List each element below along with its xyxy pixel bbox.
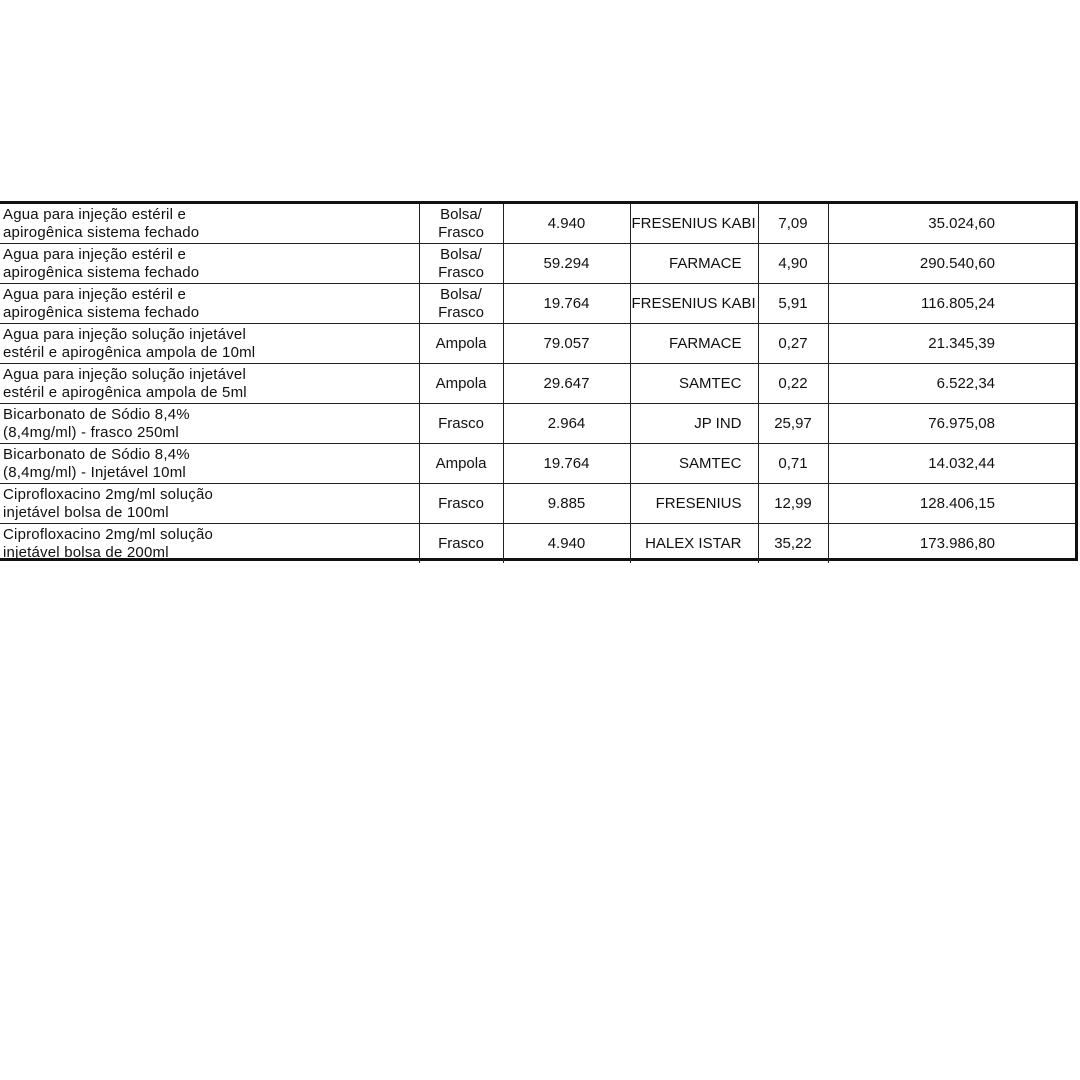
item-description (0, 284, 419, 324)
table-row (0, 244, 1075, 284)
item-quantity: 79.057 (503, 324, 630, 364)
item-total: 76.975,08 (828, 404, 1075, 444)
item-total: 21.345,39 (828, 324, 1075, 364)
item-description (0, 204, 419, 244)
item-unit-price: 4,90 (758, 244, 828, 284)
item-description-line: Agua para injeção solução injetável (3, 325, 246, 343)
item-description (0, 324, 419, 364)
item-total: 35.024,60 (828, 204, 1075, 244)
item-unit-line: Ampola (435, 334, 487, 352)
item-description-line: apirogênica sistema fechado (3, 223, 200, 241)
item-supplier: FRESENIUS (630, 484, 758, 524)
item-total: 290.540,60 (828, 244, 1075, 284)
item-unit-price: 35,22 (758, 524, 828, 564)
item-supplier: FARMACE (630, 324, 758, 364)
item-supplier: FRESENIUS KABI (630, 204, 758, 244)
item-unit-price: 0,71 (758, 444, 828, 484)
item-unit-price: 0,22 (758, 364, 828, 404)
item-description-line: Ciprofloxacino 2mg/ml solução (3, 485, 214, 503)
item-quantity: 4.940 (503, 524, 630, 564)
item-unit (419, 284, 503, 324)
item-supplier: FARMACE (630, 244, 758, 284)
items-table-body (0, 204, 1075, 563)
item-description-line: Bicarbonato de Sódio 8,4% (3, 445, 190, 463)
item-description-line: (8,4mg/ml) - Injetável 10ml (3, 463, 186, 481)
item-unit (419, 484, 503, 524)
item-description (0, 244, 419, 284)
item-total: 128.406,15 (828, 484, 1075, 524)
item-description (0, 524, 419, 564)
item-description-line: apirogênica sistema fechado (3, 263, 200, 281)
item-unit (419, 324, 503, 364)
document-table-frame (0, 201, 1078, 561)
item-unit-line: Bolsa/ (440, 285, 482, 303)
item-supplier: SAMTEC (630, 364, 758, 404)
item-unit-price: 12,99 (758, 484, 828, 524)
items-table (0, 204, 1075, 563)
item-unit-line: Ampola (435, 374, 487, 392)
item-quantity: 9.885 (503, 484, 630, 524)
item-unit (419, 204, 503, 244)
item-total: 6.522,34 (828, 364, 1075, 404)
item-description-line: Agua para injeção estéril e (3, 285, 187, 303)
table-row (0, 444, 1075, 484)
table-row (0, 404, 1075, 444)
item-unit-price: 25,97 (758, 404, 828, 444)
item-description (0, 484, 419, 524)
table-row (0, 324, 1075, 364)
item-unit-line: Frasco (438, 414, 484, 432)
item-unit (419, 364, 503, 404)
item-quantity: 2.964 (503, 404, 630, 444)
item-description-line: Agua para injeção solução injetável (3, 365, 246, 383)
table-row (0, 364, 1075, 404)
item-unit-line: Frasco (438, 223, 484, 241)
item-unit-price: 0,27 (758, 324, 828, 364)
item-unit (419, 244, 503, 284)
table-row (0, 204, 1075, 244)
item-quantity: 19.764 (503, 284, 630, 324)
item-quantity: 59.294 (503, 244, 630, 284)
item-description (0, 404, 419, 444)
item-total: 173.986,80 (919, 534, 995, 552)
item-description-line: apirogênica sistema fechado (3, 303, 200, 321)
item-unit-line: Bolsa/ (440, 205, 482, 223)
item-description-line: (8,4mg/ml) - frasco 250ml (3, 423, 179, 441)
table-row (0, 284, 1075, 324)
item-supplier: HALEX ISTAR (630, 524, 758, 564)
item-supplier: JP IND (630, 404, 758, 444)
item-unit-line: Ampola (435, 454, 487, 472)
item-description (0, 444, 419, 484)
item-quantity: 19.764 (503, 444, 630, 484)
item-total: 14.032,44 (828, 444, 1075, 484)
item-description-line: estéril e apirogênica ampola de 10ml (3, 343, 256, 361)
item-unit-line: Frasco (438, 534, 484, 552)
item-unit (419, 524, 503, 564)
table-row (0, 524, 1075, 564)
item-supplier: SAMTEC (630, 444, 758, 484)
item-unit-line: Frasco (438, 494, 484, 512)
item-description-line: Agua para injeção estéril e (3, 205, 187, 223)
item-description-line: Bicarbonato de Sódio 8,4% (3, 405, 190, 423)
item-description-line: estéril e apirogênica ampola de 5ml (3, 383, 247, 401)
item-description-line: Ciprofloxacino 2mg/ml solução (3, 525, 214, 543)
item-unit-line: Frasco (438, 303, 484, 321)
item-description-line: injetável bolsa de 100ml (3, 503, 169, 521)
item-supplier: FRESENIUS KABI (630, 284, 758, 324)
item-unit-price: 7,09 (758, 204, 828, 244)
item-description-line: injetável bolsa de 200ml (3, 543, 169, 561)
item-unit (419, 444, 503, 484)
item-unit-line: Bolsa/ (440, 245, 482, 263)
item-description (0, 364, 419, 404)
item-unit-line: Frasco (438, 263, 484, 281)
item-description-line: Agua para injeção estéril e (3, 245, 187, 263)
item-total: 116.805,24 (828, 284, 1075, 324)
item-unit (419, 404, 503, 444)
item-unit-price: 5,91 (758, 284, 828, 324)
table-row (0, 484, 1075, 524)
item-quantity: 4.940 (503, 204, 630, 244)
item-quantity: 29.647 (503, 364, 630, 404)
